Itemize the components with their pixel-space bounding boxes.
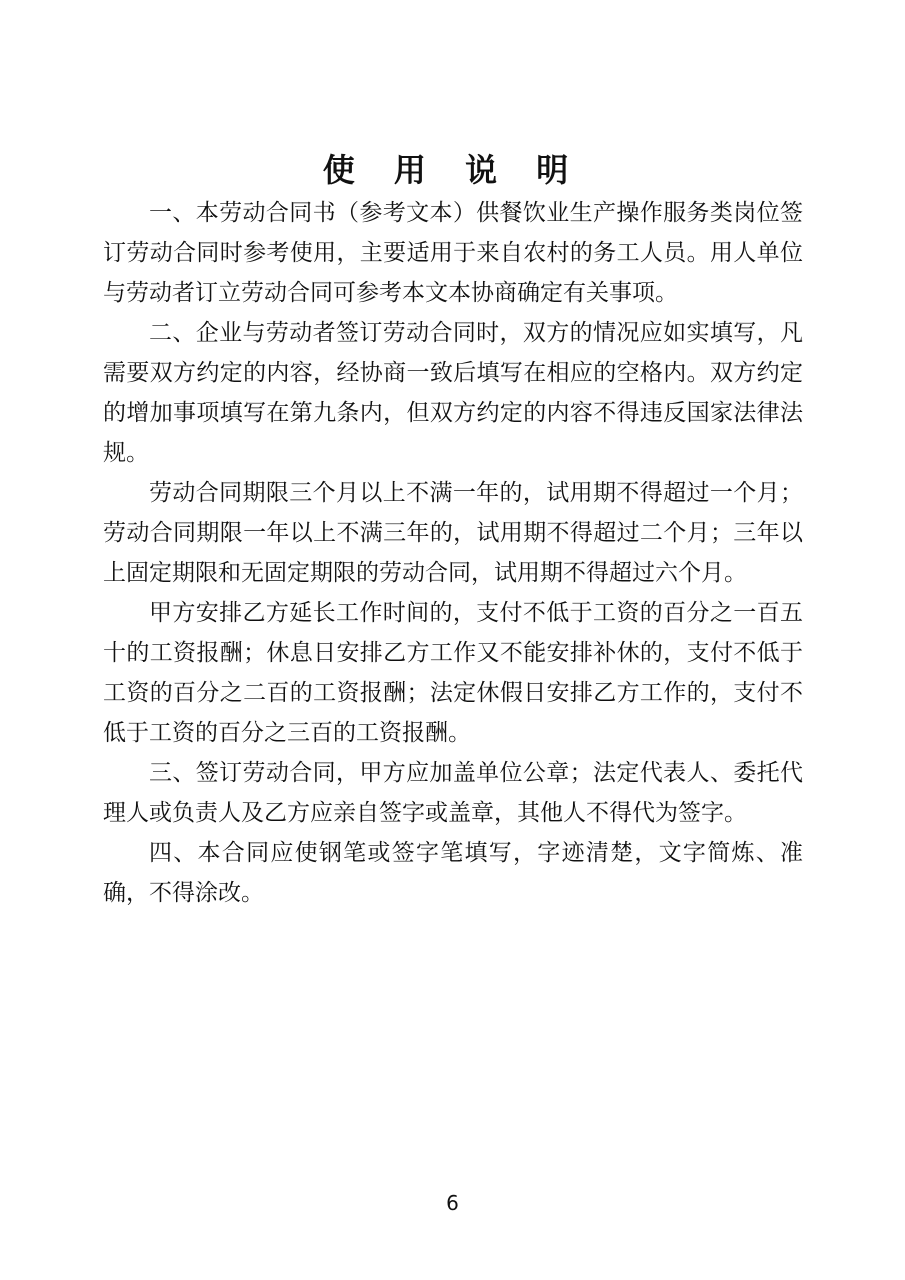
paragraph-probation: 劳动合同期限三个月以上不满一年的，试用期不得超过一个月；劳动合同期限一年以上不满三年的，试用期不得超过二个月；三年以上固定期限和无固定期限的劳动合同，试用期不得超过六个月。 <box>103 480 803 586</box>
paragraph-signing: 三、签订劳动合同，甲方应加盖单位公章；法定代表人、委托代理人或负责人及乙方应亲自签字或盖章，其他人不得代为签字。 <box>103 760 803 826</box>
paragraph-scope: 一、本劳动合同书（参考文本）供餐饮业生产操作服务类岗位签订劳动合同时参考使用，主要适用于来自农村的务工人员。用人单位与劳动者订立劳动合同可参考本文本协商确定有关事项。 <box>103 200 803 306</box>
document-body <box>103 193 803 913</box>
document-title: 使 用 说 明 <box>322 151 583 189</box>
paragraph-writing-instrument: 四、本合同应使钢笔或签字笔填写，字迹清楚，文字简炼、准确，不得涂改。 <box>103 840 803 906</box>
paragraph-overtime-pay: 甲方安排乙方延长工作时间的，支付不低于工资的百分之一百五十的工资报酬；休息日安排乙方工作又不能安排补休的，支付不低于工资的百分之二百的工资报酬；法定休假日安排乙方工作的，支付不低于工资的百分之三百的工资报酬。 <box>103 600 803 746</box>
page-number: 6 <box>446 1191 459 1215</box>
paragraph-filling-rules: 二、企业与劳动者签订劳动合同时，双方的情况应如实填写，凡需要双方约定的内容，经协商一致后填写在相应的空格内。双方约定的增加事项填写在第九条内，但双方约定的内容不得违反国家法律法规。 <box>103 320 803 466</box>
